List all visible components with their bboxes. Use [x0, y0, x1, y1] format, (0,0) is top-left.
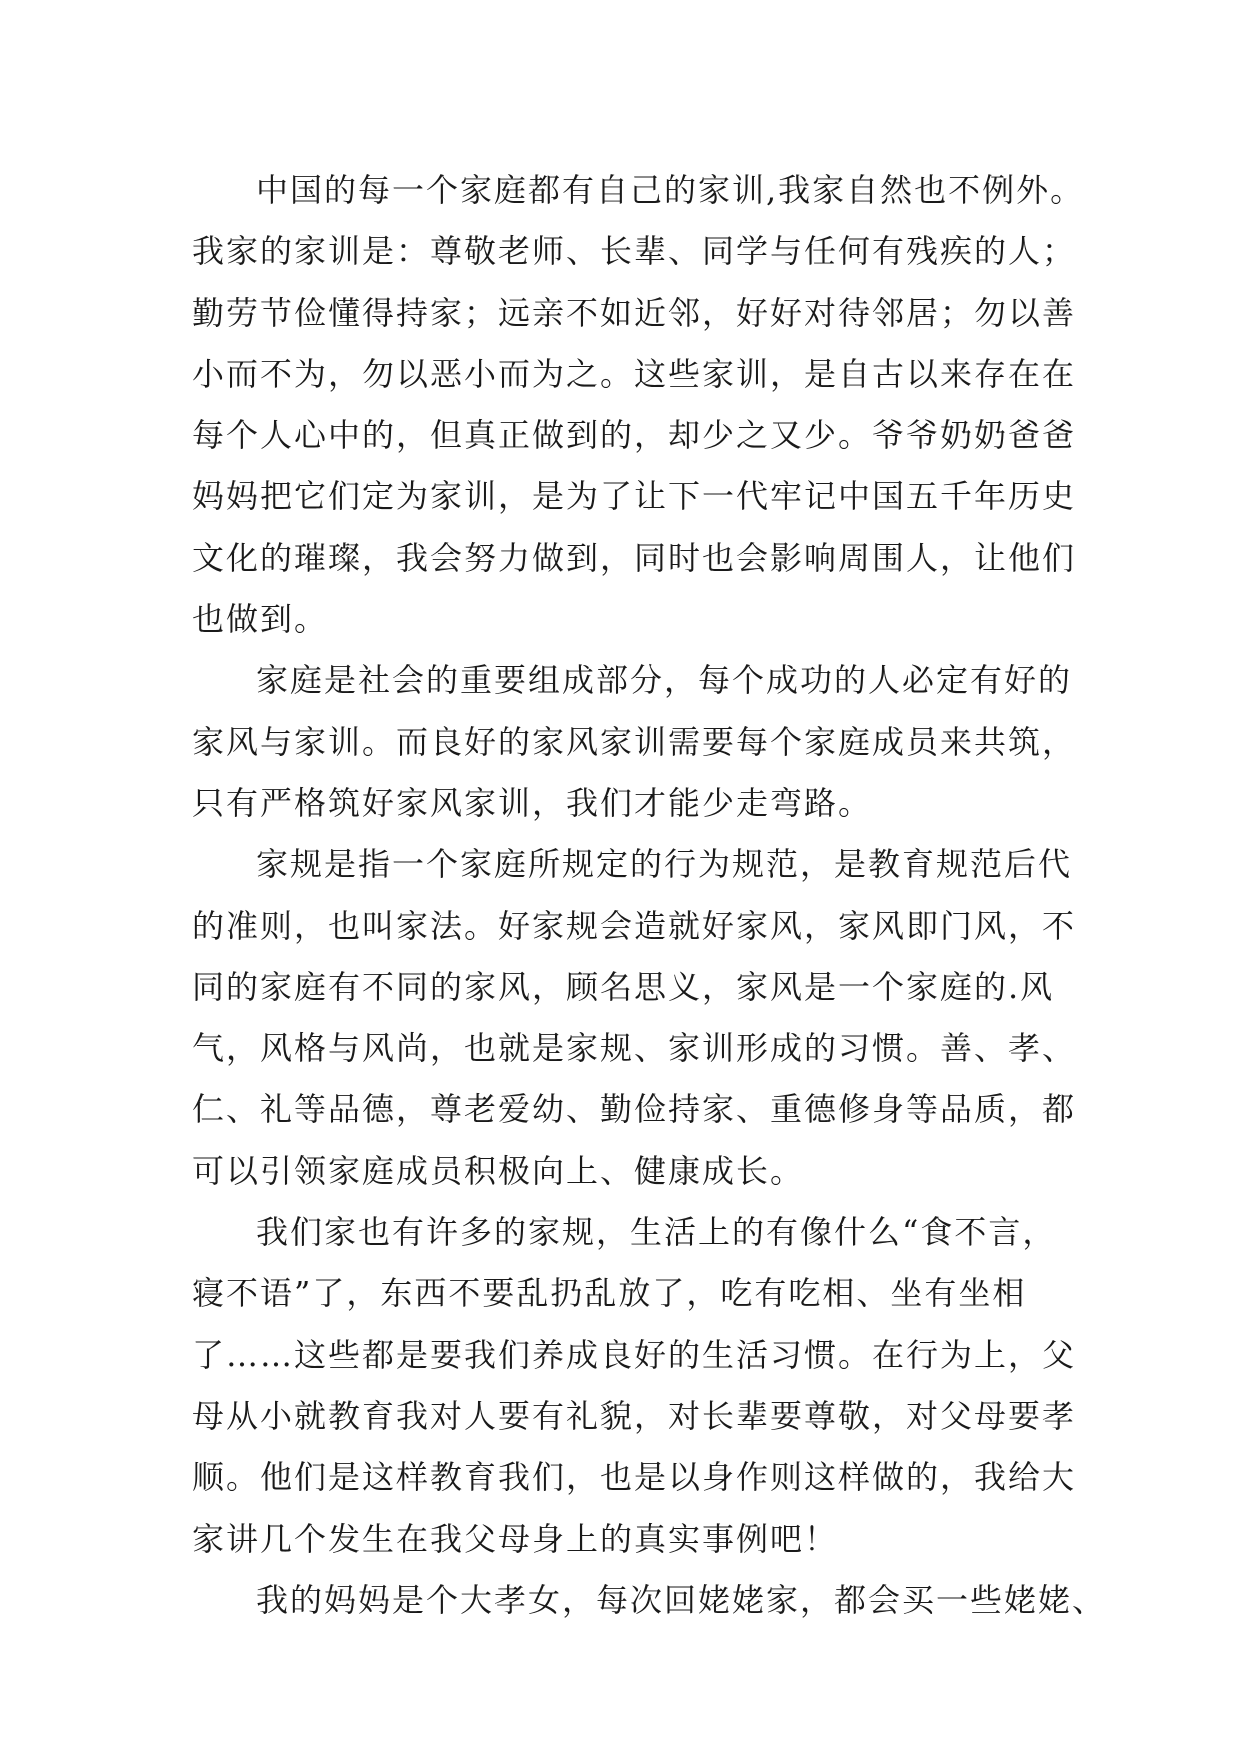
text-line: 家规是指一个家庭所规定的行为规范，是教育规范后代: [256, 845, 1073, 884]
text-line: 妈妈把它们定为家训，是为了让下一代牢记中国五千年历史: [192, 477, 1077, 516]
text-line: 家讲几个发生在我父母身上的真实事例吧！: [192, 1519, 839, 1558]
text-line: 顺。他们是这样教育我们，也是以身作则这样做的，我给大: [192, 1458, 1077, 1497]
text-line: 气，风格与风尚，也就是家规、家训形成的习惯。善、孝、: [192, 1029, 1077, 1068]
text-line: 仁、礼等品德，尊老爱幼、勤俭持家、重德修身等品质，都: [192, 1090, 1077, 1129]
text-line: 的准则，也叫家法。好家规会造就好家风，家风即门风，不: [192, 906, 1077, 945]
body-text: [192, 160, 1107, 1631]
text-line: 文化的璀璨，我会努力做到，同时也会影响周围人，让他们: [192, 538, 1077, 577]
text-line: 小而不为，勿以恶小而为之。这些家训，是自古以来存在在: [192, 354, 1077, 393]
text-line: 我的妈妈是个大孝女，每次回姥姥家，都会买一些姥姥、: [256, 1580, 1107, 1619]
text-line: 中国的每一个家庭都有自己的家训,我家自然也不例外。: [256, 171, 1085, 209]
text-line: 也做到。: [192, 600, 329, 639]
text-line: 寝不语”了，东西不要乱扔乱放了，吃有吃相、坐有坐相: [192, 1274, 1027, 1313]
text-line: 我家的家训是：尊敬老师、长辈、同学与任何有残疾的人；: [192, 232, 1077, 271]
text-line: 可以引领家庭成员积极向上、健康成长。: [192, 1151, 805, 1190]
text-line: 勤劳节俭懂得持家；远亲不如近邻，好好对待邻居；勿以善: [192, 293, 1077, 332]
text-line: 家风与家训。而良好的家风家训需要每个家庭成员来共筑，: [192, 722, 1077, 761]
text-line: 同的家庭有不同的家风，顾名思义，家风是一个家庭的.风: [192, 967, 1055, 1006]
text-line: 了……这些都是要我们养成良好的生活习惯。在行为上，父: [192, 1335, 1077, 1374]
text-line: 每个人心中的，但真正做到的，却少之又少。爷爷奶奶爸爸: [192, 416, 1077, 455]
text-line: 我们家也有许多的家规，生活上的有像什么“食不言，: [256, 1213, 1057, 1252]
text-line: 母从小就教育我对人要有礼貌，对长辈要尊敬，对父母要孝: [192, 1396, 1077, 1435]
text-line: 只有严格筑好家风家训，我们才能少走弯路。: [192, 783, 873, 822]
text-line: 家庭是社会的重要组成部分，每个成功的人必定有好的: [256, 661, 1073, 700]
